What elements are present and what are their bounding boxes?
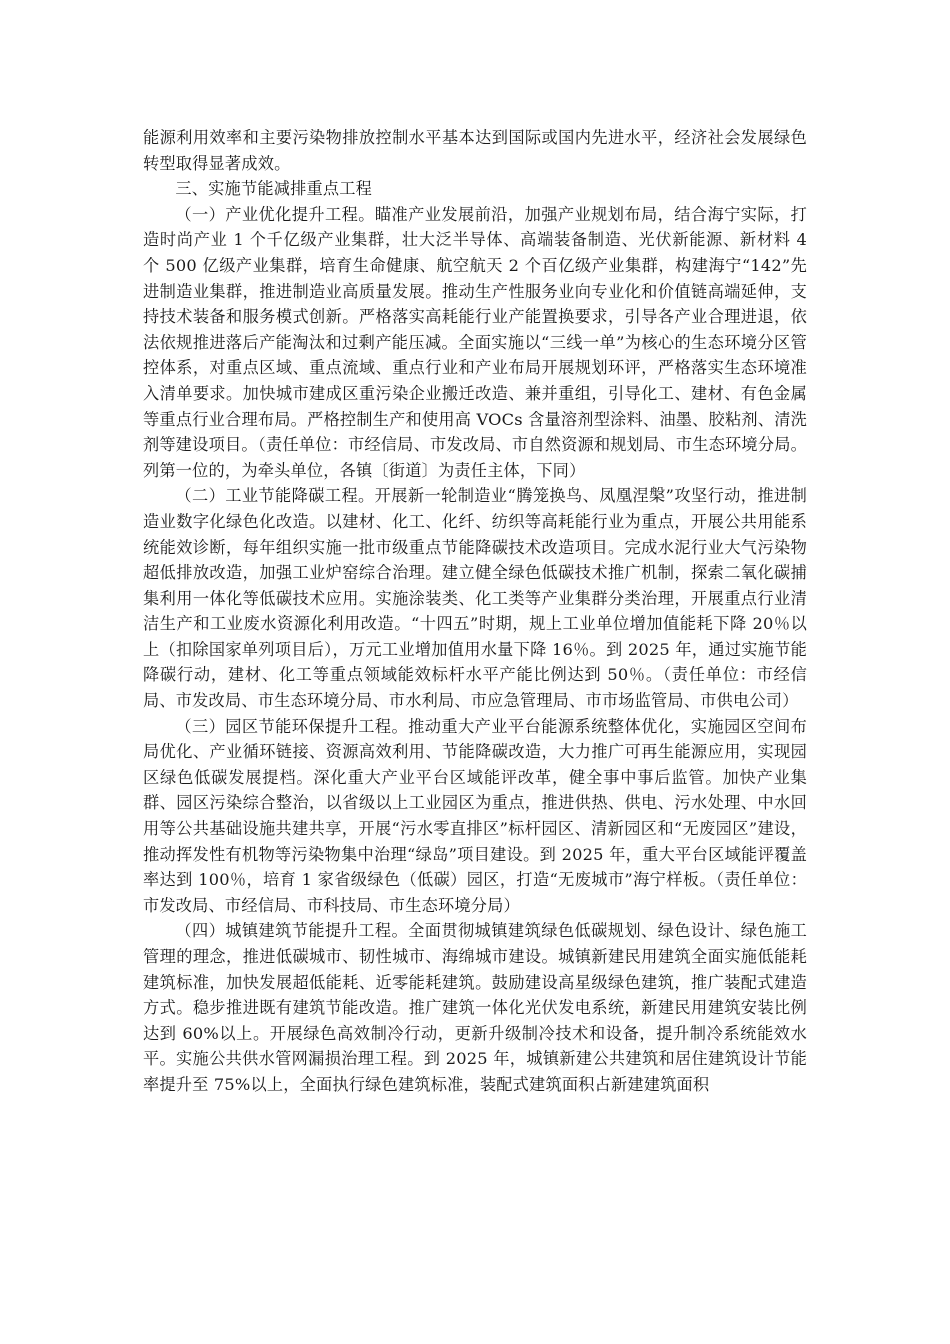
paragraph-continuation: 能源利用效率和主要污染物排放控制水平基本达到国际或国内先进水平，经济社会发展绿色转型取得显著成效。 — [143, 128, 807, 173]
paragraph-industry-optimization: （一）产业优化提升工程。瞄准产业发展前沿，加强产业规划布局，结合海宁实际，打造时尚产业 1 个千亿级产业集群，壮大泛半导体、高端装备制造、光伏新能源、新材料 4 个 500 亿级产业集群，培育生命健康、航空航天 2 个百亿级产业集群，构建海宁“142”先进制造业集群，推进制造业高质量发展。推动生产性服务业向专业化和价值链高端延伸，支持技术装备和服务模式创新。严格落实高耗能行业产能置换要求，引导各产业合理进退，依法依规推进落后产能淘汰和过剩产能压减。全面实施以“三线一单”为核心的生态环境分区管控体系，对重点区域、重点流域、重点行业和产业布局开展规划环评，严格落实生态环境准入清单要求。加快城市建成区重污染企业搬迁改造、兼并重组，引导化工、建材、有色金属等重点行业合理布局。严格控制生产和使用高 VOCs 含量溶剂型涂料、油墨、胶粘剂、清洗剂等建设项目。（责任单位：市经信局、市发改局、市自然资源和规划局、市生态环境分局。列第一位的，为牵头单位，各镇〔街道〕为责任主体，下同） — [143, 204, 807, 480]
paragraph-urban-building: （四）城镇建筑节能提升工程。全面贯彻城镇建筑绿色低碳规划、绿色设计、绿色施工管理的理念，推进低碳城市、韧性城市、海绵城市建设。城镇新建民用建筑全面实施低能耗建筑标准，加快发展超低能耗、近零能耗建筑。鼓励建设高星级绿色建筑，推广装配式建造方式。稳步推进既有建筑节能改造。推广建筑一体化光伏发电系统，新建民用建筑安装比例达到 60%以上。开展绿色高效制冷行动，更新升级制冷技术和设备，提升制冷系统能效水平。实施公共供水管网漏损治理工程。到 2025 年，城镇新建公共建筑和居住建筑设计节能率提升至 75%以上，全面执行绿色建筑标准，装配式建筑面积占新建建筑面积 — [143, 921, 807, 1094]
section-heading: 三、实施节能减排重点工程 — [175, 179, 373, 199]
document-body — [143, 125, 807, 1098]
paragraph-park-environmental: （三）园区节能环保提升工程。推动重大产业平台能源系统整体优化，实施园区空间布局优化、产业循环链接、资源高效利用、节能降碳改造，大力推广可再生能源应用，实现园区绿色低碳发展提档。深化重大产业平台区域能评改革，健全事中事后监管。加快产业集群、园区污染综合整治，以省级以上工业园区为重点，推进供热、供电、污水处理、中水回用等公共基础设施共建共享，开展“污水零直排区”标杆园区、清新园区和“无废园区”建设，推动挥发性有机物等污染物集中治理“绿岛”项目建设。到 2025 年，重大平台区域能评覆盖率达到 100％，培育 1 家省级绿色（低碳）园区，打造“无废城市”海宁样板。（责任单位：市发改局、市经信局、市科技局、市生态环境分局） — [143, 716, 807, 915]
paragraph-industrial-energy-saving: （二）工业节能降碳工程。开展新一轮制造业“腾笼换鸟、凤凰涅槃”攻坚行动，推进制造业数字化绿色化改造。以建材、化工、化纤、纺织等高耗能行业为重点，开展公共用能系统能效诊断，每年组织实施一批市级重点节能降碳技术改造项目。完成水泥行业大气污染物超低排放改造，加强工业炉窑综合治理。建立健全绿色低碳技术推广机制，探索二氧化碳捕集利用一体化等低碳技术应用。实施涂装类、化工类等产业集群分类治理，开展重点行业清洁生产和工业废水资源化利用改造。“十四五”时期，规上工业单位增加值能耗下降 20％以上（扣除国家单列项目后），万元工业增加值用水量下降 16％。到 2025 年，通过实施节能降碳行动，建材、化工等重点领域能效标杆水平产能比例达到 50％。（责任单位：市经信局、市发改局、市生态环境分局、市水利局、市应急管理局、市市场监管局、市供电公司） — [143, 486, 807, 711]
